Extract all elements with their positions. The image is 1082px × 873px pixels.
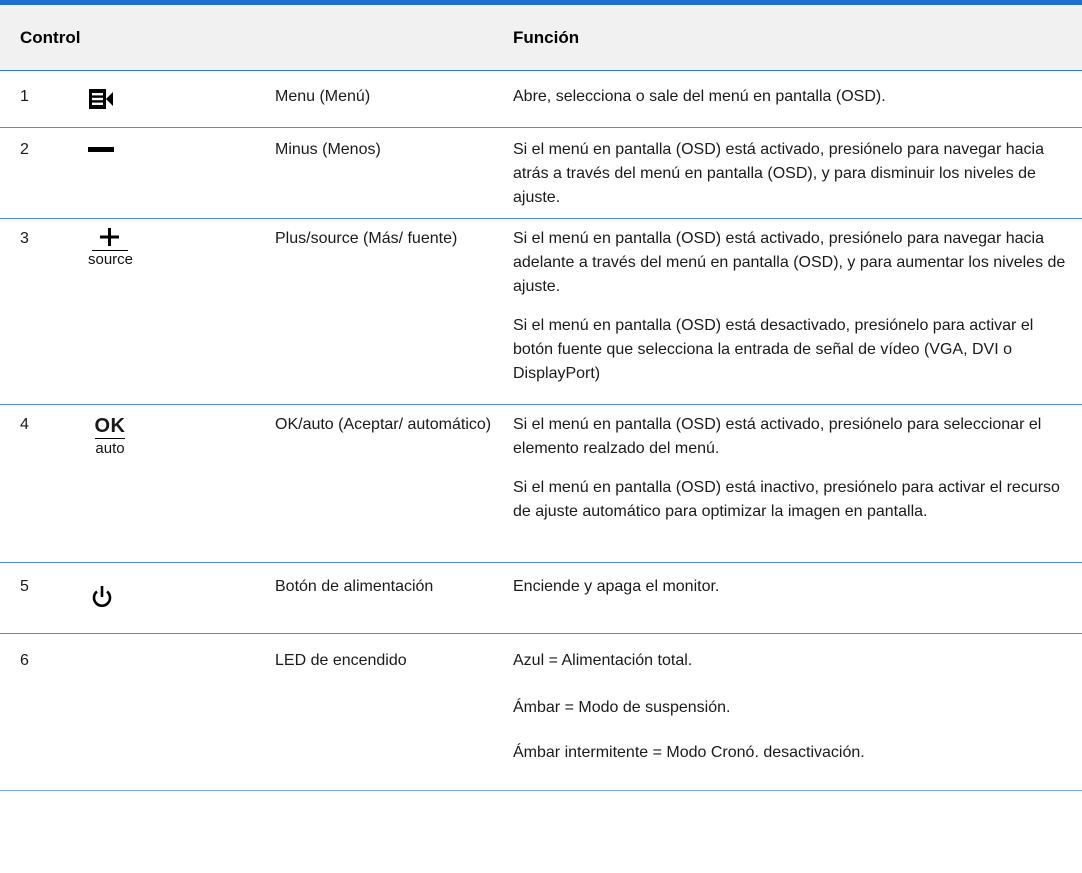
function-text: Abre, selecciona o sale del menú en pantalla (OSD). bbox=[513, 88, 886, 105]
control-name: LED de encendido bbox=[275, 652, 407, 669]
function-text: Azul = Alimentación total. bbox=[513, 652, 693, 669]
row-number: 5 bbox=[20, 578, 29, 595]
function-text: Si el menú en pantalla (OSD) está activado, presiónelo para navegar hacia atrás a través del menú en pantalla (OSD), y para disminuir los niveles de ajuste. bbox=[513, 141, 1044, 206]
row-number: 4 bbox=[20, 416, 29, 433]
plus-source-icon bbox=[88, 227, 132, 268]
function-text: Ámbar = Modo de suspensión. bbox=[513, 699, 731, 716]
function-text: Si el menú en pantalla (OSD) está activado, presiónelo para navegar hacia adelante a través del menú en pantalla (OSD), y para aumentar los niveles de ajuste. bbox=[513, 230, 1066, 295]
function-text: Si el menú en pantalla (OSD) está activado, presiónelo para seleccionar el elemento realzado del menú. bbox=[513, 416, 1042, 457]
row-number: 6 bbox=[20, 652, 29, 669]
power-icon bbox=[90, 585, 114, 609]
auto-label: auto bbox=[95, 440, 125, 457]
control-name: Minus (Menos) bbox=[275, 141, 381, 158]
function-text: Enciende y apaga el monitor. bbox=[513, 578, 720, 595]
table-header bbox=[0, 5, 1082, 71]
control-name: Menu (Menú) bbox=[275, 88, 371, 105]
table-row bbox=[0, 128, 1082, 219]
header-control: Control bbox=[20, 28, 81, 47]
table-row bbox=[0, 71, 1082, 128]
function-text: Si el menú en pantalla (OSD) está desactivado, presiónelo para activar el botón fuente que selecciona la entrada de señal de vídeo (VGA, DVI o DisplayPort) bbox=[513, 317, 1034, 382]
table-row bbox=[0, 219, 1082, 405]
control-name: OK/auto (Aceptar/ automático) bbox=[275, 416, 492, 433]
row-number: 2 bbox=[20, 141, 29, 158]
ok-label: OK bbox=[94, 415, 126, 437]
control-name: Botón de alimentación bbox=[275, 578, 434, 595]
table-row bbox=[0, 563, 1082, 634]
control-name: Plus/source (Más/ fuente) bbox=[275, 230, 458, 247]
menu-icon bbox=[88, 88, 114, 110]
ok-auto-icon bbox=[88, 416, 132, 457]
source-label: source bbox=[88, 251, 134, 268]
row-number: 3 bbox=[20, 230, 29, 247]
minus-icon bbox=[88, 146, 114, 154]
table-row bbox=[0, 405, 1082, 563]
function-text: Si el menú en pantalla (OSD) está inactivo, presiónelo para activar el recurso de ajuste automático para optimizar la imagen en pantalla. bbox=[513, 479, 1060, 520]
header-function: Función bbox=[513, 28, 580, 47]
function-text: Ámbar intermitente = Modo Cronó. desactivación. bbox=[513, 744, 865, 761]
table-row bbox=[0, 634, 1082, 791]
row-number: 1 bbox=[20, 88, 29, 105]
